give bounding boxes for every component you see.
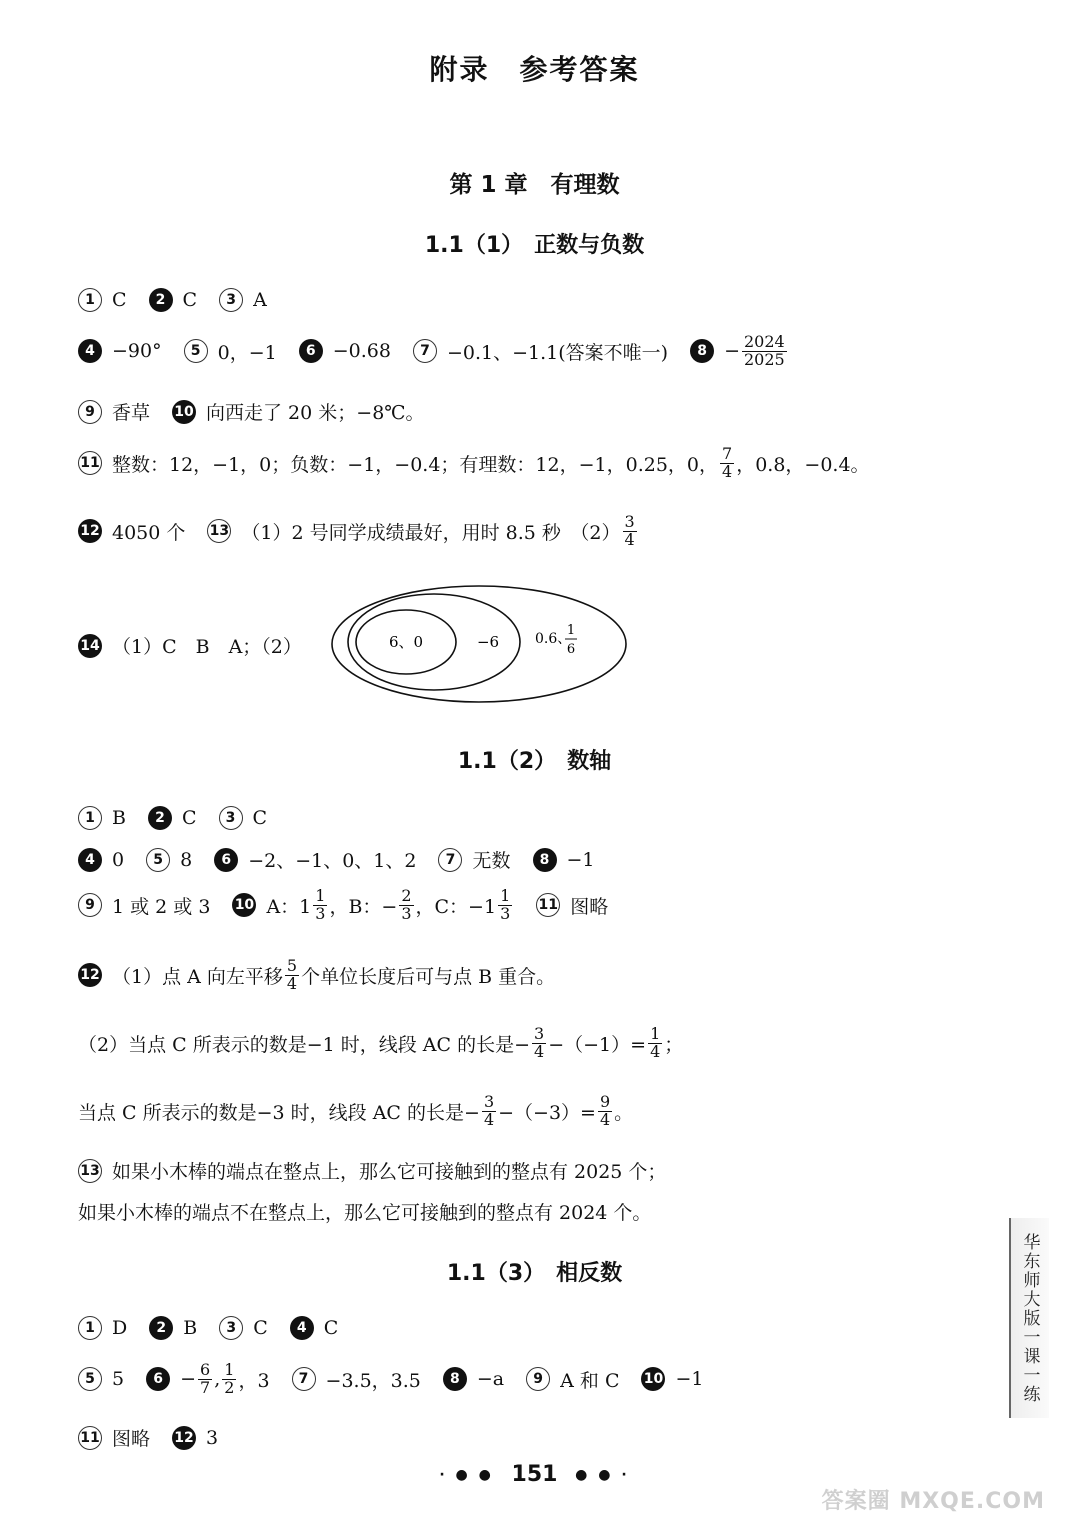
answer: （1）C B A；（2） (112, 636, 302, 658)
answer: 。 (614, 1101, 634, 1124)
venn-inner-label: 6、0 (388, 633, 424, 651)
answer: −（−3）= (498, 1101, 596, 1124)
answer: −3.5，3.5 (325, 1369, 421, 1392)
question-number: 10 (172, 400, 196, 424)
answer-row (78, 334, 811, 369)
question-number: 1 (78, 1316, 102, 1340)
question-number: 9 (78, 893, 102, 917)
answer: −0.68 (332, 340, 391, 363)
question-number: 5 (78, 1367, 102, 1391)
question-number: 1 (78, 288, 102, 312)
answer: −a (476, 1368, 505, 1391)
question-number: 6 (214, 848, 238, 872)
answer: 8 (180, 848, 193, 871)
answer-row (78, 632, 324, 659)
question-number: 5 (184, 339, 208, 363)
question-number: 4 (290, 1316, 314, 1340)
answer: C (323, 1317, 339, 1339)
venn-outer-fraction-den: 6 (566, 642, 576, 657)
answer: C (182, 289, 198, 311)
question-number: 12 (172, 1426, 196, 1450)
answer: 无数 (472, 850, 511, 872)
question-number: 11 (78, 1426, 102, 1450)
answer-row (78, 1198, 651, 1225)
question-number: 3 (219, 806, 243, 830)
question-number: 7 (438, 848, 462, 872)
question-number: 12 (78, 519, 102, 543)
question-number: 8 (533, 848, 557, 872)
answer: 个单位长度后可与点 B 重合。 (301, 965, 556, 988)
answer-row (78, 846, 617, 873)
question-number: 10 (232, 893, 256, 917)
answer-row (78, 806, 289, 830)
fraction: $\frac{3}{4}$ (624, 512, 635, 549)
fraction: $\frac{1}{4}$ (650, 1024, 661, 1061)
question-number: 6 (146, 1367, 170, 1391)
answer: ，0.8，−0.4。 (736, 453, 870, 476)
answer: B (112, 807, 126, 829)
answer-row (78, 514, 661, 549)
question-number: 7 (413, 339, 437, 363)
fraction: $\frac{7}{4}$ (722, 444, 733, 481)
answer: A：1 (266, 895, 312, 918)
answer: C (252, 807, 268, 829)
answer: 0 (112, 848, 125, 871)
answer: D (112, 1317, 128, 1339)
question-number: 13 (78, 1159, 102, 1183)
question-number: 13 (207, 519, 231, 543)
question-number: 7 (292, 1367, 316, 1391)
answer: 如果小木棒的端点不在整点上，那么它可接触到的整点有 2024 个。 (78, 1202, 652, 1224)
answer: C (112, 289, 127, 311)
answer: ； (664, 1033, 684, 1056)
answer: （1）点 A 向左平移 (112, 965, 283, 988)
answer: ，3 (238, 1369, 270, 1392)
answer-row (78, 446, 892, 481)
answer: 图略 (570, 895, 609, 918)
answer: 3 (206, 1426, 219, 1449)
question-number: 11 (78, 451, 102, 475)
answer: −90° (112, 340, 162, 363)
answer: −1 (675, 1368, 704, 1391)
watermark-logo: 答案圈 MXQE.COM (821, 1489, 1045, 1514)
question-number: 2 (149, 1316, 173, 1340)
question-number: 4 (78, 848, 102, 872)
answer: B (183, 1317, 198, 1339)
answer: 香草 (112, 402, 151, 424)
question-number: 3 (219, 1316, 243, 1340)
question-number: 1 (78, 806, 102, 830)
question-number: 12 (78, 963, 102, 987)
question-number: 9 (78, 400, 102, 424)
answer: A 和 C (560, 1369, 620, 1392)
answer: 5 (112, 1368, 125, 1391)
page-title: 附录 参考答案 (429, 53, 640, 86)
answer-row (78, 958, 577, 993)
fraction: $\frac{3}{4}$ (534, 1024, 545, 1061)
answer: （2）当点 C 所表示的数是−1 时，线段 AC 的长是− (78, 1033, 531, 1056)
answer-row (78, 1424, 240, 1451)
answer-sign: − (180, 1368, 197, 1391)
answer: 整数：12，−1，0；负数：−1，−0.4；有理数：12，−1，0.25，0， (112, 453, 718, 476)
answer: 如果小木棒的端点在整点上，那么它可接触到的整点有 2025 个； (112, 1161, 667, 1183)
venn-outer-label: 0.6、 (535, 631, 572, 647)
chapter-title: 第 1 章 有理数 (449, 172, 620, 198)
answer: 1 或 2 或 3 (112, 895, 211, 918)
venn-diagram (328, 582, 630, 706)
answer: −1 (566, 848, 595, 871)
section-title-3: 1.1（3） 相反数 (446, 1261, 623, 1286)
answer: 当点 C 所表示的数是−3 时，线段 AC 的长是− (78, 1101, 480, 1124)
page-number-value: 151 (511, 1462, 558, 1487)
answer: 向西走了 20 米；−8℃。 (206, 402, 425, 424)
answer: 图略 (112, 1428, 151, 1450)
question-number: 2 (149, 288, 173, 312)
series-name: 华东师大版一课一练 (1019, 1232, 1040, 1404)
answer: A (253, 289, 267, 311)
fraction: $\frac{5}{4}$ (286, 956, 298, 993)
question-number: 4 (78, 339, 102, 363)
answer-sign: − (724, 340, 740, 363)
section-title-2: 1.1（2） 数轴 (457, 749, 612, 774)
answer: ，B：− (329, 895, 398, 918)
venn-outer-fraction-num: 1 (566, 623, 576, 638)
answer-row: 5 5 6 − $\frac{6}{7}$ , $\frac{1}{2}$ ，3 7 −3.5，3.5 8 −a 9 A 和 C 10 −1 (78, 1362, 726, 1397)
question-number: 11 (536, 893, 560, 917)
page-dots-right: ● ● · (575, 1467, 630, 1483)
question-number: 14 (78, 634, 102, 658)
answer-row (78, 1157, 688, 1184)
answer: （1）2 号同学成绩最好，用时 8.5 秒 （2） (241, 521, 621, 544)
answer: 4050 个 (112, 521, 186, 544)
fraction: $\frac{1}{3}$ (500, 886, 511, 923)
series-sidebar-tab (1009, 1218, 1049, 1418)
fraction: $\frac{6}{7}$ (200, 1360, 211, 1397)
question-number: 10 (641, 1367, 665, 1391)
fraction: $\frac{3}{4}$ (483, 1092, 495, 1129)
question-number: 5 (146, 848, 170, 872)
answer-row (78, 888, 630, 923)
answer: −0.1、−1.1(答案不唯一) (446, 341, 669, 364)
answer: ，C：−1 (415, 895, 497, 918)
answer-row (78, 288, 289, 312)
answer-row (78, 398, 447, 425)
fraction: $\frac{1}{2}$ (224, 1360, 235, 1397)
venn-middle-label: −6 (476, 633, 500, 651)
question-number: 3 (219, 288, 243, 312)
question-number: 8 (690, 339, 714, 363)
answer: 0，−1 (217, 341, 277, 364)
fraction: $\frac{9}{4}$ (599, 1092, 611, 1129)
question-number: 8 (443, 1367, 467, 1391)
answer: C (253, 1317, 268, 1339)
fraction: $\frac{1}{3}$ (315, 886, 326, 923)
answer-row (78, 1026, 683, 1061)
question-number: 2 (148, 806, 172, 830)
answer: C (181, 807, 197, 829)
question-number: 9 (526, 1367, 550, 1391)
answer: −2、−1、0、1、2 (248, 850, 417, 872)
fraction: $\frac{2024}{2025}$ (743, 332, 785, 369)
answer: −（−1）= (548, 1033, 647, 1056)
fraction: $\frac{2}{3}$ (401, 886, 412, 923)
section-title-1: 1.1（1） 正数与负数 (424, 233, 645, 258)
page-dots-left: · ● ● (439, 1467, 494, 1483)
answer-row (78, 1094, 633, 1129)
answer-row (78, 1316, 360, 1340)
question-number: 6 (299, 339, 323, 363)
